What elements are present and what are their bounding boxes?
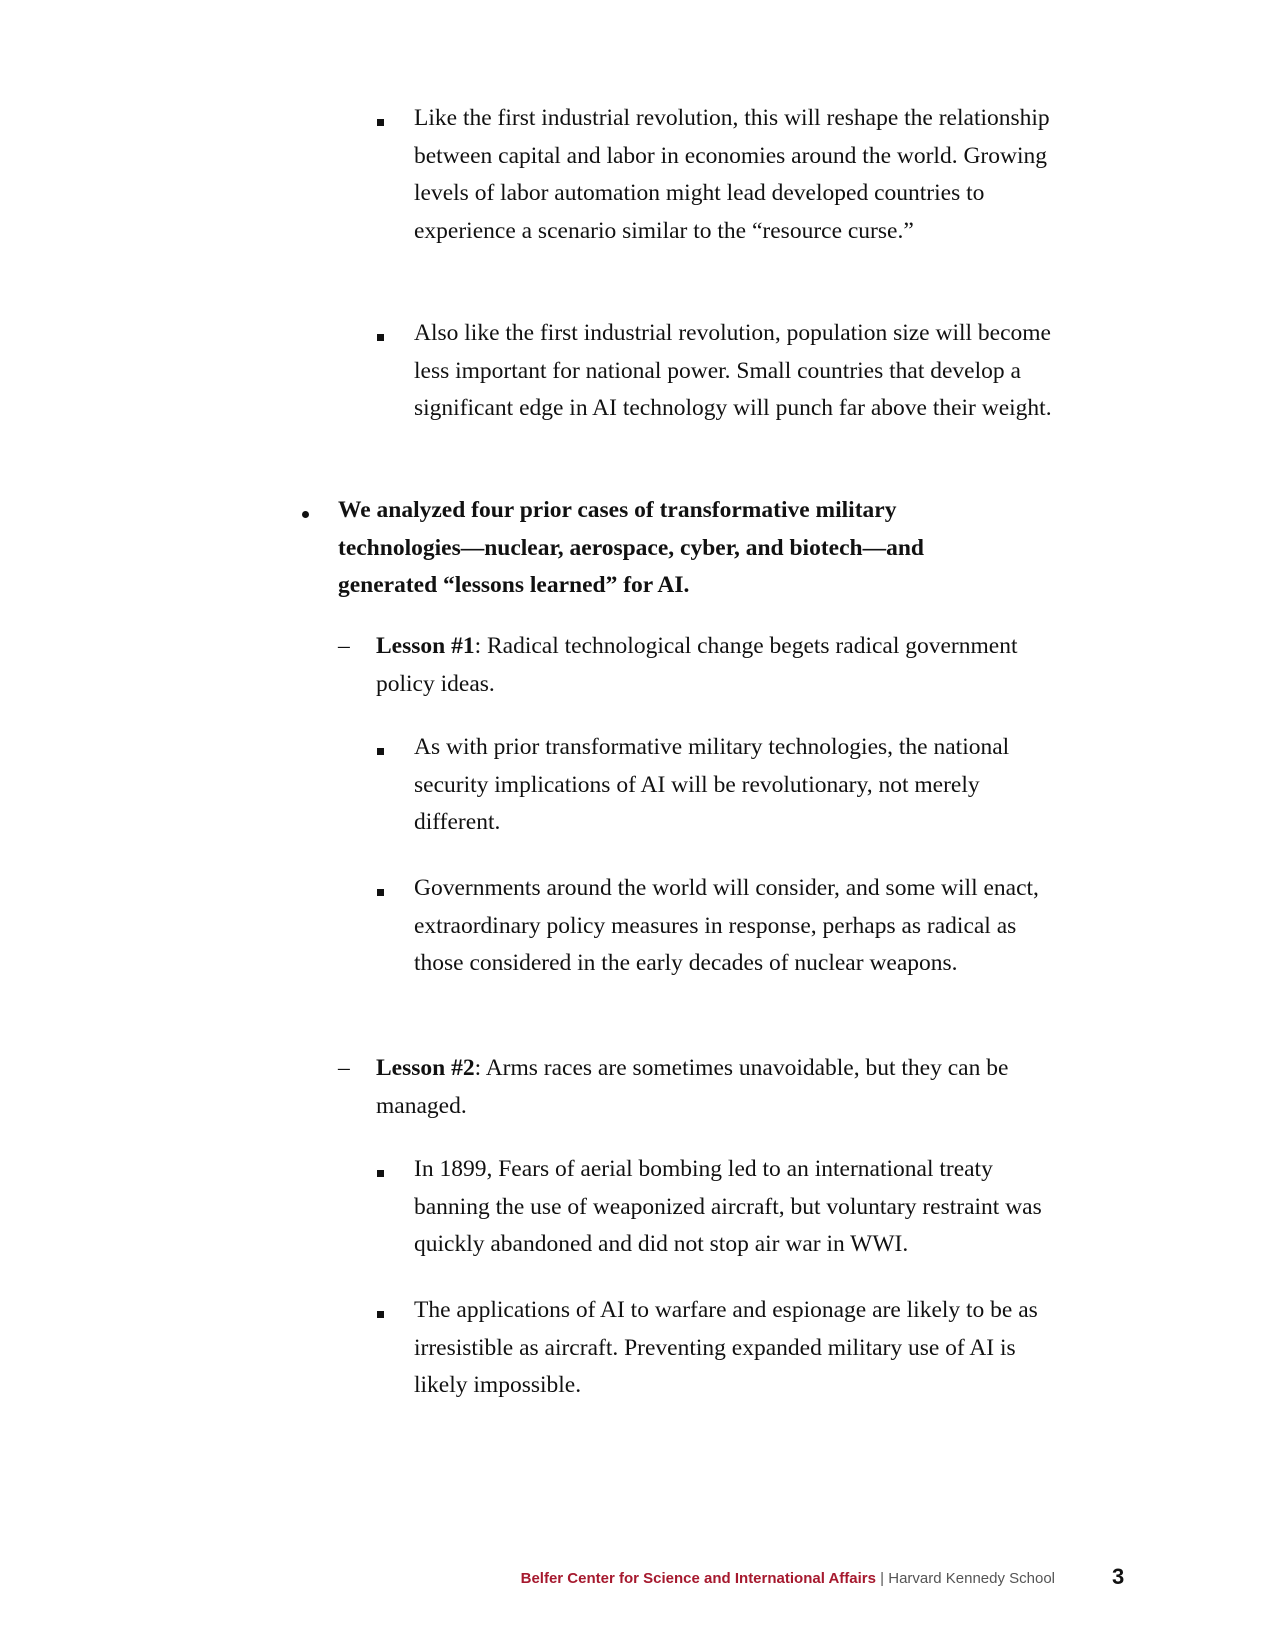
lesson-item [376,628,1076,703]
bullet-square-marker [377,1311,384,1318]
bullet-square-marker [377,334,384,341]
bullet-square-marker [377,889,384,896]
bullet-item: Governments around the world will consider, and some will enact, extraordinary policy measures in response, perhaps as radical as those considered in the early decades of nuclear weapons. [414,875,1039,976]
bullet-square-marker [377,748,384,755]
dash-marker: – [338,633,350,659]
lesson-item [376,1050,1076,1125]
bullet-square-marker [377,119,384,126]
lesson-label: Lesson #2 [376,1055,475,1081]
main-bullet-item: We analyzed four prior cases of transformative military technologies—nuclear, aerospace, cyber, and biotech—and generated “lessons learned” for AI. [338,497,924,598]
page-number: 3 [1112,1564,1125,1589]
bullet-item: Also like the first industrial revolution, population size will become less important for national power. Small countries that develop a significant edge in AI technology will punch far above their weight. [414,320,1052,421]
bullet-square-marker [377,1170,384,1177]
page-footer [0,1565,1055,1593]
footer-org: Belfer Center for Science and International Affairs [520,1570,876,1587]
bullet-item: In 1899, Fears of aerial bombing led to an international treaty banning the use of weaponized aircraft, but voluntary restraint was quickly abandoned and did not stop air war in WWI. [414,1156,1042,1257]
footer-school: Harvard Kennedy School [888,1570,1055,1587]
dash-marker: – [338,1055,350,1081]
bullet-item: The applications of AI to warfare and espionage are likely to be as irresistible as aircraft. Preventing expanded military use of AI is likely impossible. [414,1297,1038,1398]
bullet-item: Like the first industrial revolution, this will reshape the relationship between capital and labor in economies around the world. Growing levels of labor automation might lead developed countries to experience a scenario similar to the “resource curse.” [414,105,1050,244]
lesson-label: Lesson #1 [376,633,475,659]
bullet-dot-marker [302,511,309,518]
footer-separator: | [876,1570,889,1587]
bullet-item: As with prior transformative military technologies, the national security implications of AI will be revolutionary, not merely different. [414,734,1010,835]
lesson-text: : Arms races are sometimes unavoidable, but they can be managed. [376,1055,1009,1119]
lesson-text: : Radical technological change begets radical government policy ideas. [376,633,1018,697]
